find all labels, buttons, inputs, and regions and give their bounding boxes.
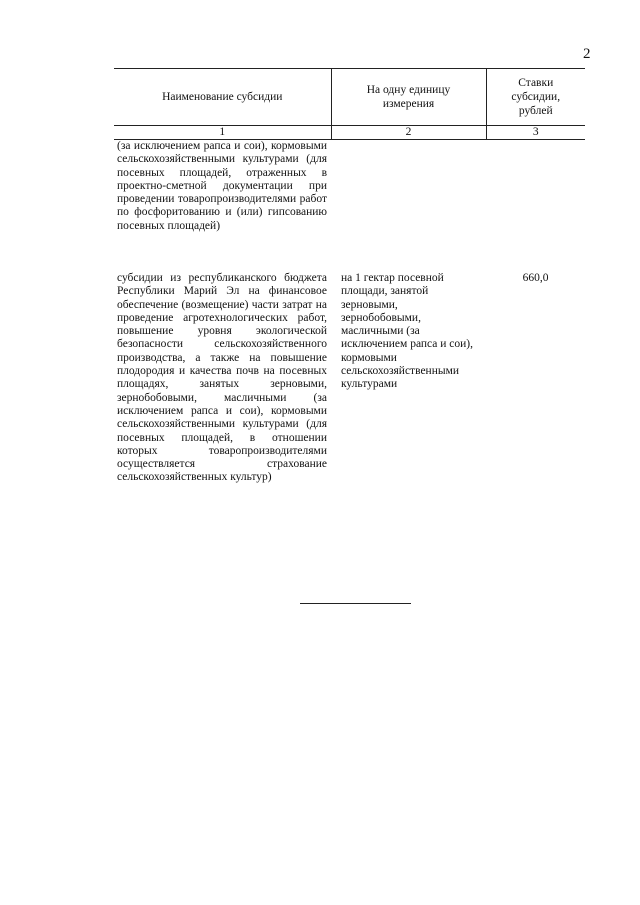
subsidy-rates-table	[114, 68, 585, 485]
column-number: 3	[486, 126, 585, 140]
column-number-row	[114, 126, 585, 140]
header-per-unit: На одну единицу измерения	[331, 69, 486, 126]
column-number: 2	[331, 126, 486, 140]
subsidy-name-cell: субсидии из республиканского бюджета Республики Марий Эл на финансовое обеспечение (возмещение) части затрат на проведение агротехнологических работ, повышение уровня экологической безопасности сельскохозяйственного производства, а также на повышение плодородия и качества почв на посевных площадях, занятых зерновыми, зернобобовыми, масличными (за исключением рапса и сои), кормовыми сельскохозяйственными культурами (для посевных площадей, в отношении которых товаропроизводителями осуществляется страхование сельскохозяйственных культур)	[117, 272, 327, 484]
end-separator-line	[300, 603, 411, 604]
column-number: 1	[114, 126, 331, 140]
table-row	[114, 140, 585, 263]
header-rate: Ставки субсидии, рублей	[486, 69, 585, 126]
unit-cell: на 1 гектар посевной площади, занятой зерновыми, зернобобовыми, масличными (за исключением рапса и сои), кормовыми сельскохозяйственными культурами	[341, 272, 474, 391]
rate-cell	[486, 140, 585, 263]
subsidy-name-cell: (за исключением рапса и сои), кормовыми сельскохозяйственными культурами (для посевных площадей, отраженных в проектно-сметной документации при проведении товаропроизводителями работ по фосфоритованию и (или) гипсованию посевных площадей)	[117, 140, 327, 232]
table-row	[114, 262, 585, 485]
header-subsidy-name: Наименование субсидии	[114, 69, 331, 126]
table-header-row	[114, 69, 585, 126]
unit-cell	[331, 140, 486, 263]
page-number: 2	[583, 46, 591, 62]
rate-cell: 660,0	[522, 272, 549, 284]
